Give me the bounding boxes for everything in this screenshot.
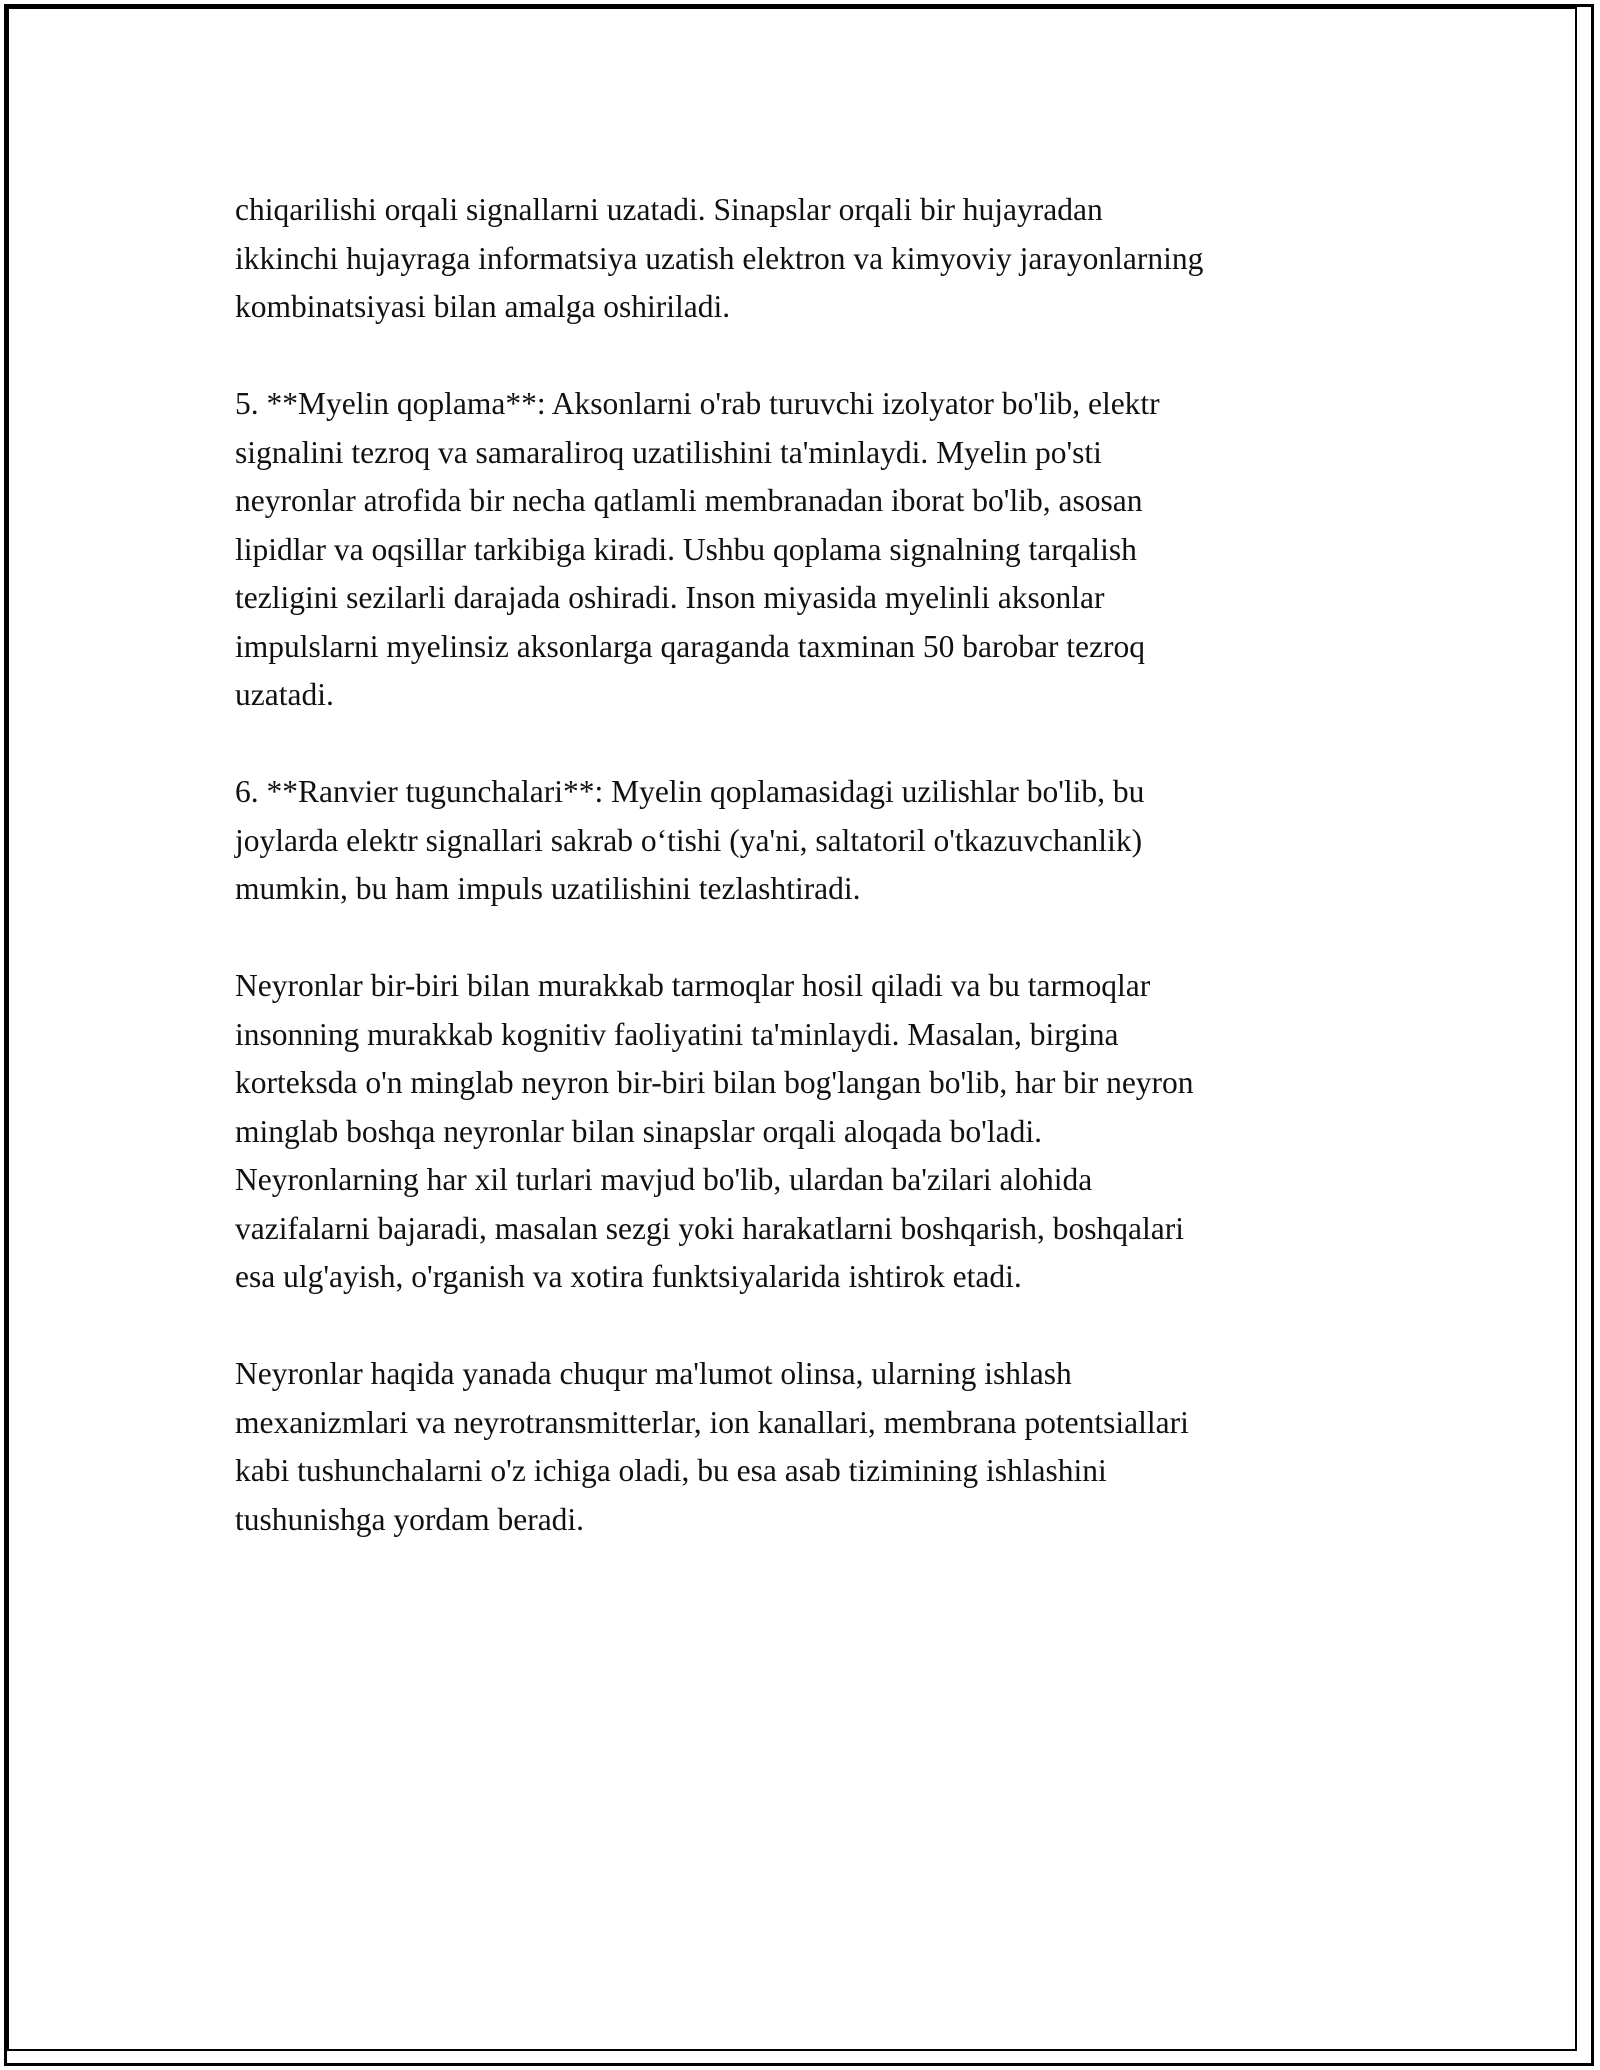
- text-line: tezligini sezilarli darajada oshiradi. Inson miyasida myelinli aksonlar: [235, 580, 1105, 615]
- text-line: joylarda elektr signallari sakrab o‘tishi (ya'ni, saltatoril o'tkazuvchanlik): [235, 822, 1143, 858]
- text-line: korteksda o'n minglab neyron bir-biri bilan bog'langan bo'lib, har bir neyron: [235, 1065, 1194, 1100]
- text-line: impulslarni myelinsiz aksonlarga qaraganda taxminan 50 barobar tezroq: [235, 628, 1145, 664]
- text-line: Neyronlar haqida yanada chuqur ma'lumot olinsa, ularning ishlash: [235, 1356, 1072, 1391]
- text-line: neyronlar atrofida bir necha qatlamli membranadan iborat bo'lib, asosan: [235, 483, 1143, 518]
- text-line: Neyronlar bir-biri bilan murakkab tarmoqlar hosil qiladi va bu tarmoqlar: [235, 968, 1151, 1003]
- text-line: kombinatsiyasi bilan amalga oshiriladi.: [235, 289, 731, 324]
- text-line: insonning murakkab kognitiv faoliyatini ta'minlaydi. Masalan, birgina: [235, 1016, 1119, 1052]
- paragraph-synapse-continuation: [235, 186, 1415, 332]
- text-line: kabi tushunchalarni o'z ichiga oladi, bu esa asab tizimining ishlashini: [235, 1453, 1107, 1488]
- text-line: 6. **Ranvier tugunchalari**: Myelin qoplamasidagi uzilishlar bo'lib, bu: [235, 774, 1145, 809]
- paragraph-conclusion: [235, 1350, 1415, 1544]
- text-line: minglab boshqa neyronlar bilan sinapslar orqali aloqada bo'ladi.: [235, 1113, 1042, 1149]
- text-line: signalini tezroq va samaraliroq uzatilishini ta'minlaydi. Myelin po'sti: [235, 434, 1102, 470]
- paragraph-myelin: [235, 380, 1415, 720]
- text-line: esa ulg'ayish, o'rganish va xotira funktsiyalarida ishtirok etadi.: [235, 1259, 1022, 1294]
- document-body: [235, 186, 1415, 1593]
- text-line: ikkinchi hujayraga informatsiya uzatish elektron va kimyoviy jarayonlarning: [235, 240, 1204, 276]
- text-line: Neyronlarning har xil turlari mavjud bo'lib, ulardan ba'zilari alohida: [235, 1162, 1093, 1197]
- text-line: tushunishga yordam beradi.: [235, 1501, 585, 1537]
- text-line: 5. **Myelin qoplama**: Aksonlarni o'rab turuvchi izolyator bo'lib, elektr: [235, 386, 1160, 421]
- paragraph-networks: [235, 962, 1415, 1302]
- paragraph-ranvier: [235, 768, 1415, 914]
- text-line: lipidlar va oqsillar tarkibiga kiradi. Ushbu qoplama signalning tarqalish: [235, 531, 1137, 567]
- text-line: chiqarilishi orqali signallarni uzatadi. Sinapslar orqali bir hujayradan: [235, 192, 1103, 227]
- text-line: mexanizmlari va neyrotransmitterlar, ion kanallari, membrana potentsiallari: [235, 1404, 1189, 1440]
- text-line: vazifalarni bajaradi, masalan sezgi yoki harakatlarni boshqarish, boshqalari: [235, 1210, 1185, 1246]
- text-line: mumkin, bu ham impuls uzatilishini tezlashtiradi.: [235, 871, 861, 906]
- text-line: uzatadi.: [235, 677, 334, 712]
